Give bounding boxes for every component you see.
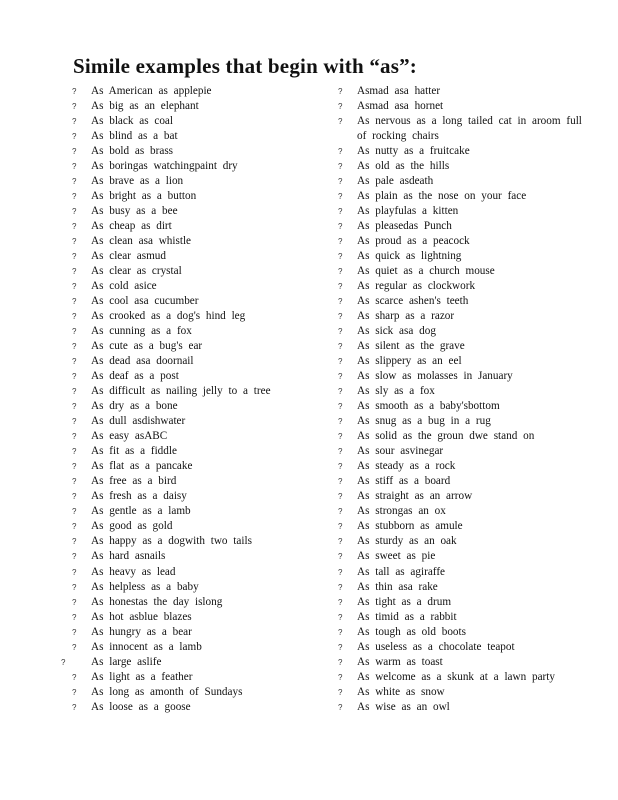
- simile-text: As dull asdishwater: [91, 415, 186, 428]
- bullet-icon: ?: [338, 567, 343, 577]
- simile-item: [340, 339, 590, 354]
- bullet-icon: ?: [72, 267, 77, 277]
- simile-item: [74, 309, 319, 324]
- bullet-icon: ?: [338, 477, 343, 487]
- simile-text: As black as coal: [91, 115, 174, 128]
- simile-text: As fresh as a daisy: [91, 490, 187, 503]
- bullet-icon: ?: [338, 642, 343, 652]
- simile-item: [74, 339, 319, 354]
- bullet-icon: ?: [338, 222, 343, 232]
- simile-text: As quiet as a church mouse: [357, 265, 495, 278]
- simile-item: [74, 700, 319, 715]
- simile-item: [74, 519, 319, 534]
- bullet-icon: ?: [338, 282, 343, 292]
- simile-item: [74, 399, 319, 414]
- simile-text: As deaf as a post: [91, 370, 179, 383]
- bullet-icon: ?: [338, 462, 343, 472]
- bullet-icon: ?: [338, 297, 343, 307]
- simile-item: [340, 504, 590, 519]
- simile-item: [74, 444, 319, 459]
- simile-text: As dry as a bone: [91, 400, 178, 413]
- bullet-icon: ?: [72, 462, 77, 472]
- simile-text: As quick as lightning: [357, 250, 462, 263]
- simile-item: [74, 204, 319, 219]
- simile-text: As dead asa doornail: [91, 355, 194, 368]
- simile-item: [340, 414, 590, 429]
- simile-item: [74, 369, 319, 384]
- bullet-icon: ?: [338, 147, 343, 157]
- simile-item: [74, 354, 319, 369]
- simile-item: [340, 580, 590, 595]
- bullet-icon: ?: [72, 252, 77, 262]
- simile-item: [340, 144, 590, 159]
- bullet-icon: ?: [72, 147, 77, 157]
- bullet-icon: ?: [338, 192, 343, 202]
- bullet-icon: ?: [338, 117, 343, 127]
- simile-item: [340, 294, 590, 309]
- simile-text: As wise as an owl: [357, 700, 450, 713]
- simile-text: As bright as a button: [91, 190, 197, 203]
- simile-item: [340, 519, 590, 534]
- simile-text: As playfulas a kitten: [357, 205, 459, 218]
- bullet-icon: ?: [338, 342, 343, 352]
- bullet-icon: ?: [338, 597, 343, 607]
- simile-text: As clear as crystal: [91, 265, 182, 278]
- simile-item: [340, 610, 590, 625]
- simile-text: As stiff as a board: [357, 475, 451, 488]
- bullet-icon: ?: [72, 507, 77, 517]
- simile-item: [74, 219, 319, 234]
- bullet-icon: ?: [72, 402, 77, 412]
- simile-text: As fit as a fiddle: [91, 445, 177, 458]
- bullet-icon: ?: [338, 492, 343, 502]
- simile-item: [340, 279, 590, 294]
- bullet-icon: ?: [72, 372, 77, 382]
- simile-item: [74, 144, 319, 159]
- simile-item: [74, 670, 319, 685]
- bullet-icon: ?: [338, 387, 343, 397]
- bullet-icon: ?: [72, 117, 77, 127]
- simile-text: As sly as a fox: [357, 385, 435, 398]
- bullet-icon: ?: [72, 687, 77, 697]
- bullet-icon: ?: [338, 702, 343, 712]
- simile-item: [340, 264, 590, 279]
- simile-text: As hard asnails: [91, 550, 166, 563]
- simile-text: As strongas an ox: [357, 505, 446, 518]
- simile-text: As big as an elephant: [91, 100, 199, 113]
- simile-text: As pale asdeath: [357, 175, 434, 188]
- bullet-icon: ?: [72, 297, 77, 307]
- simile-item: [74, 324, 319, 339]
- bullet-icon: ?: [338, 162, 343, 172]
- bullet-icon: ?: [338, 687, 343, 697]
- simile-item: [340, 685, 590, 700]
- bullet-icon: ?: [338, 447, 343, 457]
- bullet-icon: ?: [72, 237, 77, 247]
- simile-item: [74, 429, 319, 444]
- simile-text: As happy as a dogwith two tails: [91, 535, 252, 548]
- simile-text: As American as applepie: [91, 85, 212, 97]
- simile-item: [74, 459, 319, 474]
- simile-text: As boringas watchingpaint dry: [91, 160, 238, 173]
- bullet-icon: ?: [72, 282, 77, 292]
- bullet-icon: ?: [72, 537, 77, 547]
- bullet-icon: ?: [72, 192, 77, 202]
- right-simile-list: [340, 84, 590, 715]
- simile-item: [340, 489, 590, 504]
- simile-item: [74, 534, 319, 549]
- simile-item: [340, 84, 590, 99]
- simile-text: As stubborn as amule: [357, 520, 463, 533]
- simile-item: [74, 114, 319, 129]
- simile-text: As cold asice: [91, 280, 157, 293]
- simile-text: As smooth as a baby'sbottom: [357, 400, 500, 413]
- simile-item: [340, 429, 590, 444]
- bullet-icon: ?: [338, 252, 343, 262]
- simile-text: As solid as the groun dwe stand on: [357, 430, 535, 443]
- simile-text: As bold as brass: [91, 145, 174, 158]
- simile-text: As easy asABC: [91, 430, 168, 443]
- simile-item: [340, 369, 590, 384]
- simile-item: [340, 99, 590, 114]
- simile-text: As free as a bird: [91, 475, 177, 488]
- simile-item: [74, 610, 319, 625]
- bullet-icon: ?: [338, 237, 343, 247]
- simile-text: As large aslife: [91, 655, 162, 668]
- simile-text: As nutty as a fruitcake: [357, 145, 470, 158]
- simile-text: As tight as a drum: [357, 595, 452, 608]
- simile-text: As tall as agiraffe: [357, 565, 446, 578]
- bullet-icon: ?: [72, 132, 77, 142]
- simile-item: [74, 84, 319, 99]
- bullet-icon: ?: [72, 627, 77, 637]
- simile-item: [74, 294, 319, 309]
- bullet-icon: ?: [72, 177, 77, 187]
- simile-text: As clear asmud: [91, 250, 166, 263]
- simile-text: As good as gold: [91, 520, 173, 533]
- simile-item: [74, 685, 319, 700]
- simile-item: [340, 399, 590, 414]
- bullet-icon: ?: [72, 612, 77, 622]
- bullet-icon: ?: [338, 357, 343, 367]
- simile-text: As helpless as a baby: [91, 580, 199, 593]
- bullet-icon: ?: [72, 342, 77, 352]
- simile-text: As crooked as a dog's hind leg: [91, 310, 246, 323]
- simile-text: As slippery as an eel: [357, 355, 462, 368]
- simile-text: As honestas the day islong: [91, 595, 223, 608]
- simile-text: As difficult as nailing jelly to a tree: [91, 385, 271, 398]
- simile-text: As sick asa dog: [357, 325, 436, 338]
- simile-item: [74, 474, 319, 489]
- simile-text: As busy as a bee: [91, 205, 178, 218]
- simile-text: As thin asa rake: [357, 580, 438, 593]
- bullet-icon: ?: [72, 162, 77, 172]
- simile-text: As tough as old boots: [357, 625, 466, 638]
- simile-item: [340, 114, 590, 144]
- bullet-icon: ?: [72, 327, 77, 337]
- simile-item: [74, 504, 319, 519]
- simile-item: [340, 549, 590, 564]
- simile-text: As sweet as pie: [357, 550, 436, 563]
- simile-item: [340, 324, 590, 339]
- bullet-icon: ?: [338, 207, 343, 217]
- left-simile-list: [61, 84, 319, 715]
- simile-text: As straight as an arrow: [357, 490, 473, 503]
- simile-item: [340, 640, 590, 655]
- bullet-icon: ?: [72, 432, 77, 442]
- simile-text: As warm as toast: [357, 655, 443, 668]
- simile-item: [74, 625, 319, 640]
- simile-text: As cute as a bug's ear: [91, 340, 203, 353]
- simile-item: [340, 159, 590, 174]
- simile-item: [74, 414, 319, 429]
- simile-item: [74, 580, 319, 595]
- simile-item: [340, 625, 590, 640]
- bullet-icon: ?: [338, 612, 343, 622]
- bullet-icon: ?: [61, 657, 66, 667]
- simile-item: [74, 189, 319, 204]
- bullet-icon: ?: [72, 312, 77, 322]
- bullet-icon: ?: [338, 372, 343, 382]
- simile-item: [340, 595, 590, 610]
- simile-text: As sour asvinegar: [357, 445, 444, 458]
- simile-item: [340, 534, 590, 549]
- simile-text: As pleasedas Punch: [357, 220, 452, 233]
- simile-text: As gentle as a lamb: [91, 505, 191, 518]
- simile-item: [74, 174, 319, 189]
- simile-item: [61, 655, 319, 670]
- page-title: Simile examples that begin with “as”:: [73, 54, 417, 79]
- simile-text: As cunning as a fox: [91, 325, 192, 338]
- bullet-icon: ?: [72, 672, 77, 682]
- simile-item: [340, 655, 590, 670]
- bullet-icon: ?: [338, 102, 343, 112]
- bullet-icon: ?: [338, 627, 343, 637]
- simile-text: As blind as a bat: [91, 130, 178, 143]
- simile-text: As scarce ashen's teeth: [357, 295, 469, 308]
- simile-text: As useless as a chocolate teapot: [357, 640, 515, 653]
- simile-item: [74, 595, 319, 610]
- bullet-icon: ?: [338, 327, 343, 337]
- simile-item: [74, 384, 319, 399]
- simile-text: As sharp as a razor: [357, 310, 455, 323]
- simile-text: As proud as a peacock: [357, 235, 470, 248]
- simile-item: [74, 640, 319, 655]
- simile-text: As slow as molasses in January: [357, 370, 513, 383]
- simile-item: [340, 354, 590, 369]
- simile-item: [340, 700, 590, 715]
- simile-text: As clean asa whistle: [91, 235, 192, 248]
- bullet-icon: ?: [72, 417, 77, 427]
- simile-text: As old as the hills: [357, 160, 450, 173]
- simile-item: [340, 309, 590, 324]
- bullet-icon: ?: [338, 657, 343, 667]
- bullet-icon: ?: [72, 552, 77, 562]
- simile-item: [74, 264, 319, 279]
- bullet-icon: ?: [338, 522, 343, 532]
- simile-text: As cheap as dirt: [91, 220, 172, 233]
- bullet-icon: ?: [338, 432, 343, 442]
- simile-text: As plain as the nose on your face: [357, 190, 527, 203]
- simile-text: As nervous as a long tailed cat in aroom full of rocking chairs: [357, 115, 582, 143]
- simile-item: [74, 549, 319, 564]
- bullet-icon: ?: [338, 537, 343, 547]
- bullet-icon: ?: [72, 597, 77, 607]
- simile-text: As long as amonth of Sundays: [91, 685, 243, 698]
- simile-text: Asmad asa hornet: [357, 100, 444, 113]
- simile-item: [340, 444, 590, 459]
- bullet-icon: ?: [72, 207, 77, 217]
- simile-item: [340, 234, 590, 249]
- simile-item: [74, 129, 319, 144]
- simile-text: As innocent as a lamb: [91, 640, 202, 653]
- bullet-icon: ?: [72, 102, 77, 112]
- simile-item: [340, 204, 590, 219]
- simile-item: [74, 99, 319, 114]
- bullet-icon: ?: [72, 477, 77, 487]
- bullet-icon: ?: [72, 492, 77, 502]
- bullet-icon: ?: [72, 642, 77, 652]
- simile-item: [340, 474, 590, 489]
- bullet-icon: ?: [338, 87, 343, 96]
- bullet-icon: ?: [338, 582, 343, 592]
- simile-item: [340, 219, 590, 234]
- simile-item: [340, 189, 590, 204]
- bullet-icon: ?: [72, 447, 77, 457]
- simile-text: As regular as clockwork: [357, 280, 476, 293]
- simile-text: As steady as a rock: [357, 460, 456, 473]
- bullet-icon: ?: [72, 222, 77, 232]
- bullet-icon: ?: [338, 267, 343, 277]
- simile-text: As cool asa cucumber: [91, 295, 199, 308]
- simile-text: As welcome as a skunk at a lawn party: [357, 670, 555, 683]
- simile-item: [340, 565, 590, 580]
- simile-text: As silent as the grave: [357, 340, 465, 353]
- simile-text: As brave as a lion: [91, 175, 184, 188]
- simile-text: As loose as a goose: [91, 700, 191, 713]
- bullet-icon: ?: [72, 87, 77, 96]
- simile-text: As light as a feather: [91, 670, 193, 683]
- bullet-icon: ?: [338, 177, 343, 187]
- simile-text: As hungry as a bear: [91, 625, 192, 638]
- simile-text: As hot asblue blazes: [91, 610, 192, 623]
- simile-text: As sturdy as an oak: [357, 535, 457, 548]
- simile-item: [340, 384, 590, 399]
- bullet-icon: ?: [338, 672, 343, 682]
- bullet-icon: ?: [72, 522, 77, 532]
- bullet-icon: ?: [338, 402, 343, 412]
- simile-text: Asmad asa hatter: [357, 85, 441, 97]
- simile-item: [74, 249, 319, 264]
- simile-text: As flat as a pancake: [91, 460, 193, 473]
- simile-text: As snug as a bug in a rug: [357, 415, 491, 428]
- simile-item: [74, 565, 319, 580]
- simile-item: [340, 459, 590, 474]
- simile-text: As heavy as lead: [91, 565, 176, 578]
- bullet-icon: ?: [72, 702, 77, 712]
- simile-text: As white as snow: [357, 685, 445, 698]
- simile-text: As timid as a rabbit: [357, 610, 457, 623]
- simile-item: [74, 159, 319, 174]
- simile-item: [74, 489, 319, 504]
- simile-item: [340, 670, 590, 685]
- bullet-icon: ?: [338, 417, 343, 427]
- simile-item: [340, 249, 590, 264]
- bullet-icon: ?: [72, 567, 77, 577]
- simile-item: [74, 234, 319, 249]
- bullet-icon: ?: [72, 357, 77, 367]
- simile-item: [340, 174, 590, 189]
- bullet-icon: ?: [338, 312, 343, 322]
- bullet-icon: ?: [338, 552, 343, 562]
- bullet-icon: ?: [72, 387, 77, 397]
- bullet-icon: ?: [338, 507, 343, 517]
- bullet-icon: ?: [72, 582, 77, 592]
- simile-item: [74, 279, 319, 294]
